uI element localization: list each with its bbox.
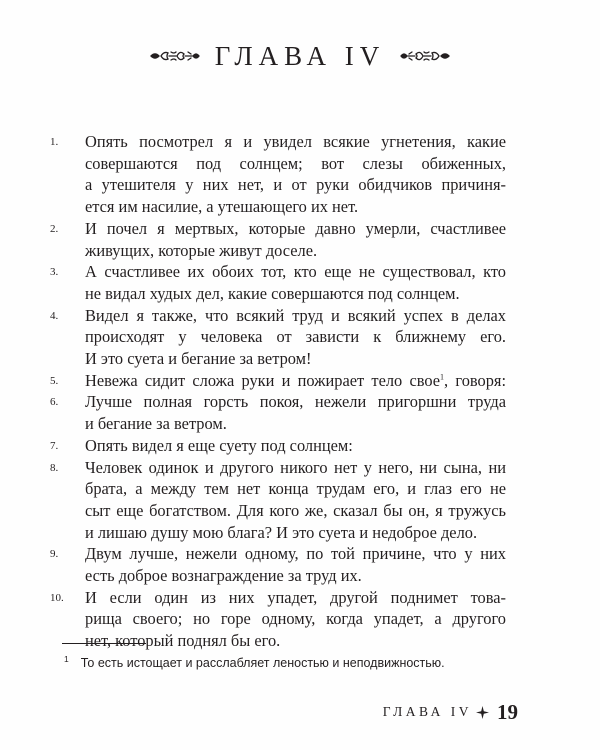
verse-number: 10. (50, 591, 64, 604)
verse-line (85, 370, 506, 392)
verse-line: брата, а между тем нет конца трудам его, и глаз его не (85, 479, 506, 499)
verse-number: 2. (50, 222, 59, 235)
verse-line: И это суета и бегание за ветром! (85, 349, 312, 369)
verse-line: ется им насилие, а утешающего их нет. (85, 197, 359, 217)
verse-number: 3. (50, 266, 59, 279)
verse-2 (50, 218, 506, 261)
verse-line: сыт еще богатством. Для кого же, сказал бы он, я тружусь (85, 500, 506, 520)
verse-number: 9. (50, 548, 59, 561)
verse-line: И почел я мертвых, которые давно умерли, счастливее (85, 218, 506, 238)
footnote-text: То есть истощает и расслабляет леностью и неподвижностью. (80, 656, 445, 670)
verse-text: , говоря: (444, 370, 506, 390)
verse-line: рища своего; но горе одному, когда упадет, а другого (85, 609, 506, 629)
verse-line: Опять видел я еще суету под солнцем: (85, 435, 353, 455)
four-point-star-icon (476, 706, 489, 719)
chapter-title: ГЛАВА IV (214, 41, 386, 71)
verse-line: есть доброе вознаграждение за труд их. (85, 566, 362, 586)
verse-line: а утешителя у них нет, и от руки обидчиков причиня- (85, 175, 506, 195)
verse-line: нет, который поднял бы его. (85, 631, 281, 651)
verse-line: и бегание за ветром. (85, 414, 227, 434)
verse-line: не видал худых дел, какие совершаются под солнцем. (85, 283, 460, 303)
verse-number: 1. (50, 136, 59, 148)
page-number: 19 (497, 699, 518, 724)
verse-line: А счастливее их обоих тот, кто еще не существовал, кто (85, 262, 506, 282)
verse-text: Невежа сидит сложа руки и пожирает тело свое (85, 370, 441, 390)
verse-line: и лишаю душу мою блага? И это суета и недоброе дело. (85, 522, 478, 542)
verse-line: происходят у человека от зависти к ближнему его. (85, 327, 506, 347)
verse-number: 7. (50, 439, 59, 452)
footnote-divider (62, 643, 146, 644)
verse-line: Человек одинок и другого никого нет у него, ни сына, ни (85, 457, 506, 477)
verse-6 (50, 391, 506, 434)
footnote (64, 655, 524, 671)
left-ornament-icon (149, 46, 201, 66)
verse-line: совершаются под солнцем; вот слезы обиженных, (85, 153, 506, 173)
chapter-header (0, 38, 600, 74)
verse-7 (50, 435, 506, 457)
running-title: ГЛАВА IV (382, 704, 472, 719)
verse-line: живущих, которые живут доселе. (85, 240, 318, 260)
verse-line: Двум лучше, нежели одному, по той причине, что у них (85, 544, 506, 564)
running-footer (383, 699, 518, 725)
right-ornament-icon (399, 46, 451, 66)
verse-line: Лучше полная горсть покоя, нежели пригоршни труда (85, 392, 506, 412)
verse-4 (50, 305, 506, 370)
verse-line: Опять посмотрел я и увидел всякие угнетения, какие (85, 132, 506, 151)
verse-number: 5. (50, 374, 59, 387)
verse-5 (50, 370, 506, 392)
verse-3 (50, 261, 506, 304)
verse-8 (50, 457, 506, 544)
verse-line: Видел я также, что всякий труд и всякий успех в делах (85, 305, 506, 325)
verse-number: 6. (50, 396, 59, 409)
footnote-reference[interactable]: 1 (440, 372, 445, 382)
footnote-mark: 1 (64, 653, 69, 664)
verse-1 (50, 131, 506, 218)
verse-number: 4. (50, 309, 59, 322)
verse-line: И если один из них упадет, другой поднимет това- (85, 587, 506, 607)
verse-9 (50, 543, 506, 586)
verses-block (50, 131, 506, 652)
verse-number: 8. (50, 461, 59, 474)
